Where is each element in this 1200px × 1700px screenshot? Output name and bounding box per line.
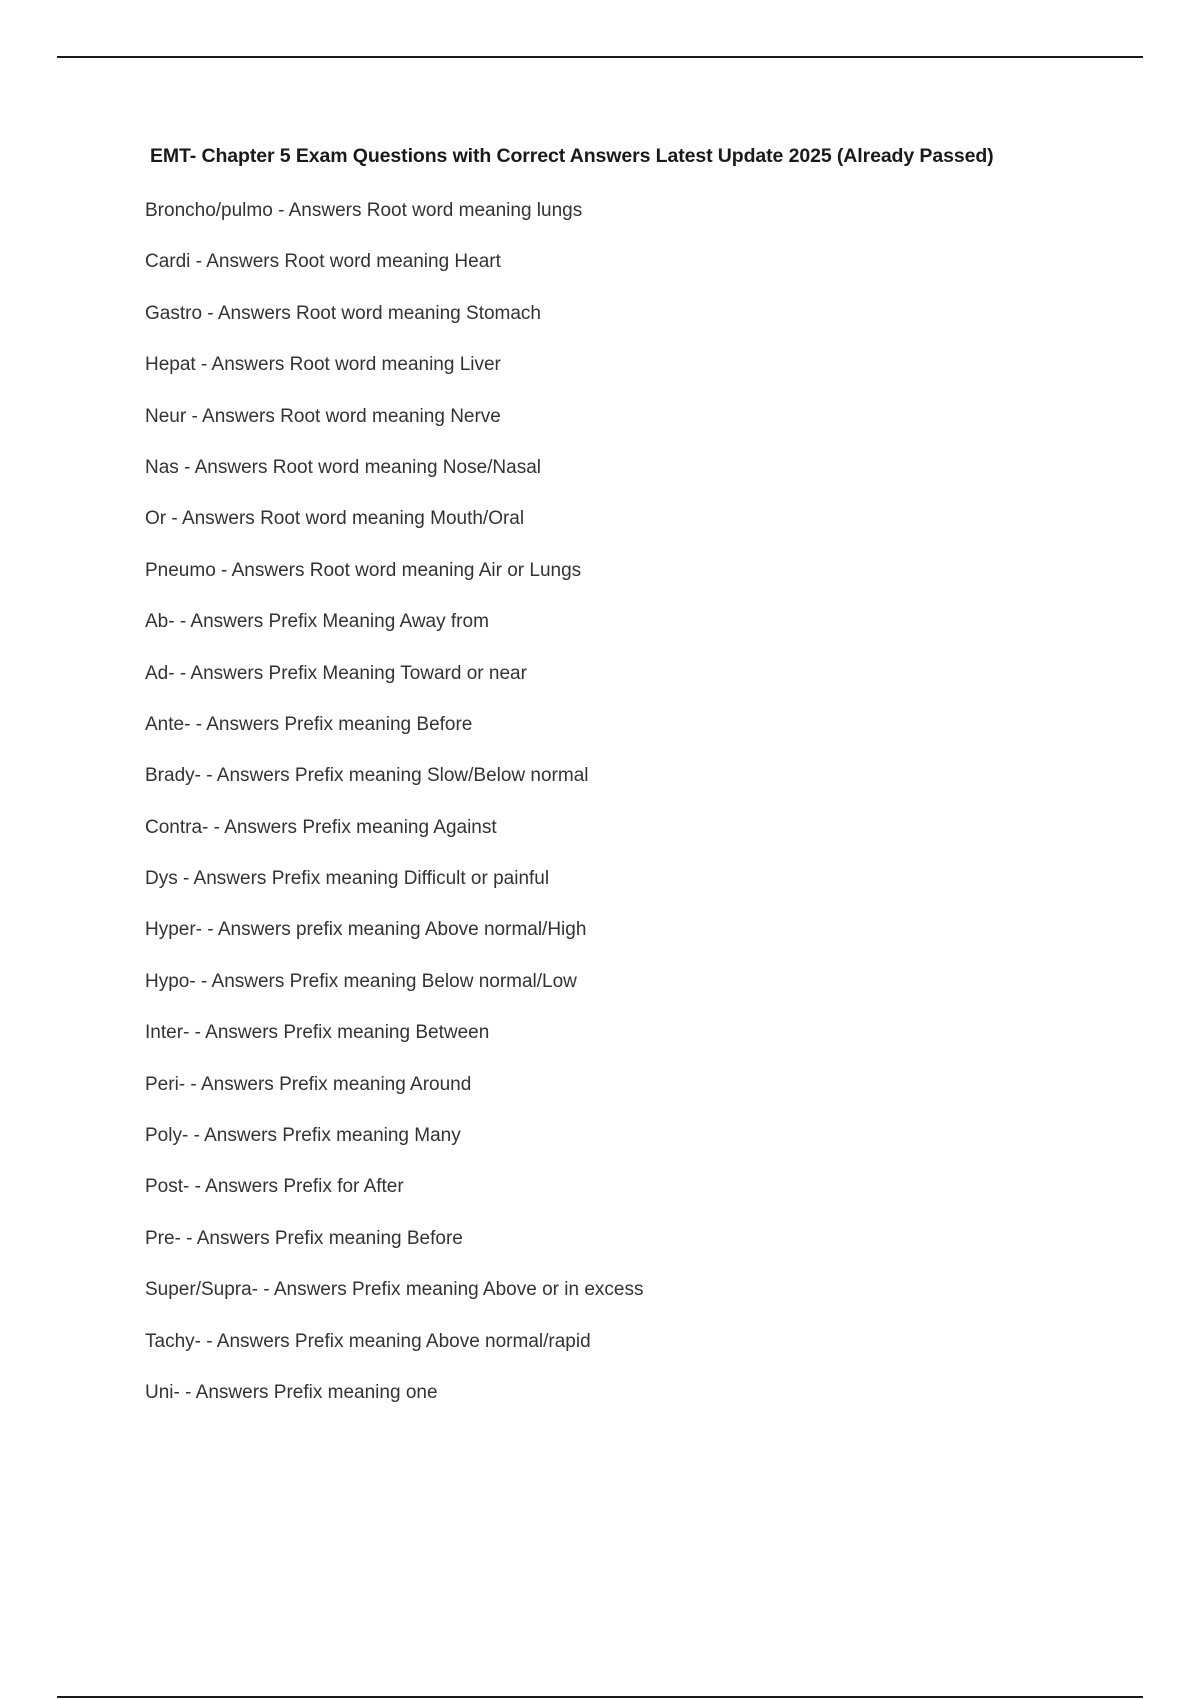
entry-item: Broncho/pulmo - Answers Root word meaning lungs (145, 200, 583, 221)
entry-item: Hepat - Answers Root word meaning Liver (145, 354, 501, 376)
entry-list (145, 199, 643, 1432)
entry-item: Neur - Answers Root word meaning Nerve (145, 405, 501, 427)
entry-item: Hypo- - Answers Prefix meaning Below normal/Low (145, 970, 577, 992)
top-rule (57, 56, 1143, 58)
entry-item: Nas - Answers Root word meaning Nose/Nasal (145, 456, 542, 478)
entry-item: Pre- - Answers Prefix meaning Before (145, 1227, 463, 1249)
entry-item: Inter- - Answers Prefix meaning Between (145, 1022, 490, 1044)
entry-item: Cardi - Answers Root word meaning Heart (145, 251, 501, 273)
document-title: EMT- Chapter 5 Exam Questions with Correct Answers Latest Update 2025 (Already Passed) (150, 145, 994, 167)
entry-item: Hyper- - Answers prefix meaning Above normal/High (145, 919, 587, 941)
entry-item: Super/Supra- - Answers Prefix meaning Above or in excess (145, 1279, 644, 1301)
entry-item: Uni- - Answers Prefix meaning one (145, 1381, 438, 1403)
entry-item: Tachy- - Answers Prefix meaning Above normal/rapid (145, 1330, 591, 1352)
entry-item: Dys - Answers Prefix meaning Difficult or painful (145, 868, 550, 890)
entry-item: Ante- - Answers Prefix meaning Before (145, 713, 473, 735)
entry-item: Pneumo - Answers Root word meaning Air or Lungs (145, 559, 582, 581)
entry-item: Ab- - Answers Prefix Meaning Away from (145, 611, 489, 633)
entry-item: Contra- - Answers Prefix meaning Against (145, 816, 497, 838)
entry-item: Ad- - Answers Prefix Meaning Toward or near (145, 662, 527, 684)
entry-item: Or - Answers Root word meaning Mouth/Oral (145, 508, 525, 530)
entry-item: Brady- - Answers Prefix meaning Slow/Below normal (145, 765, 589, 787)
entry-item: Post- - Answers Prefix for After (145, 1176, 404, 1198)
entry-item: Gastro - Answers Root word meaning Stomach (145, 302, 542, 324)
entry-item: Peri- - Answers Prefix meaning Around (145, 1073, 472, 1095)
bottom-rule (57, 1696, 1143, 1698)
entry-item: Poly- - Answers Prefix meaning Many (145, 1125, 461, 1147)
